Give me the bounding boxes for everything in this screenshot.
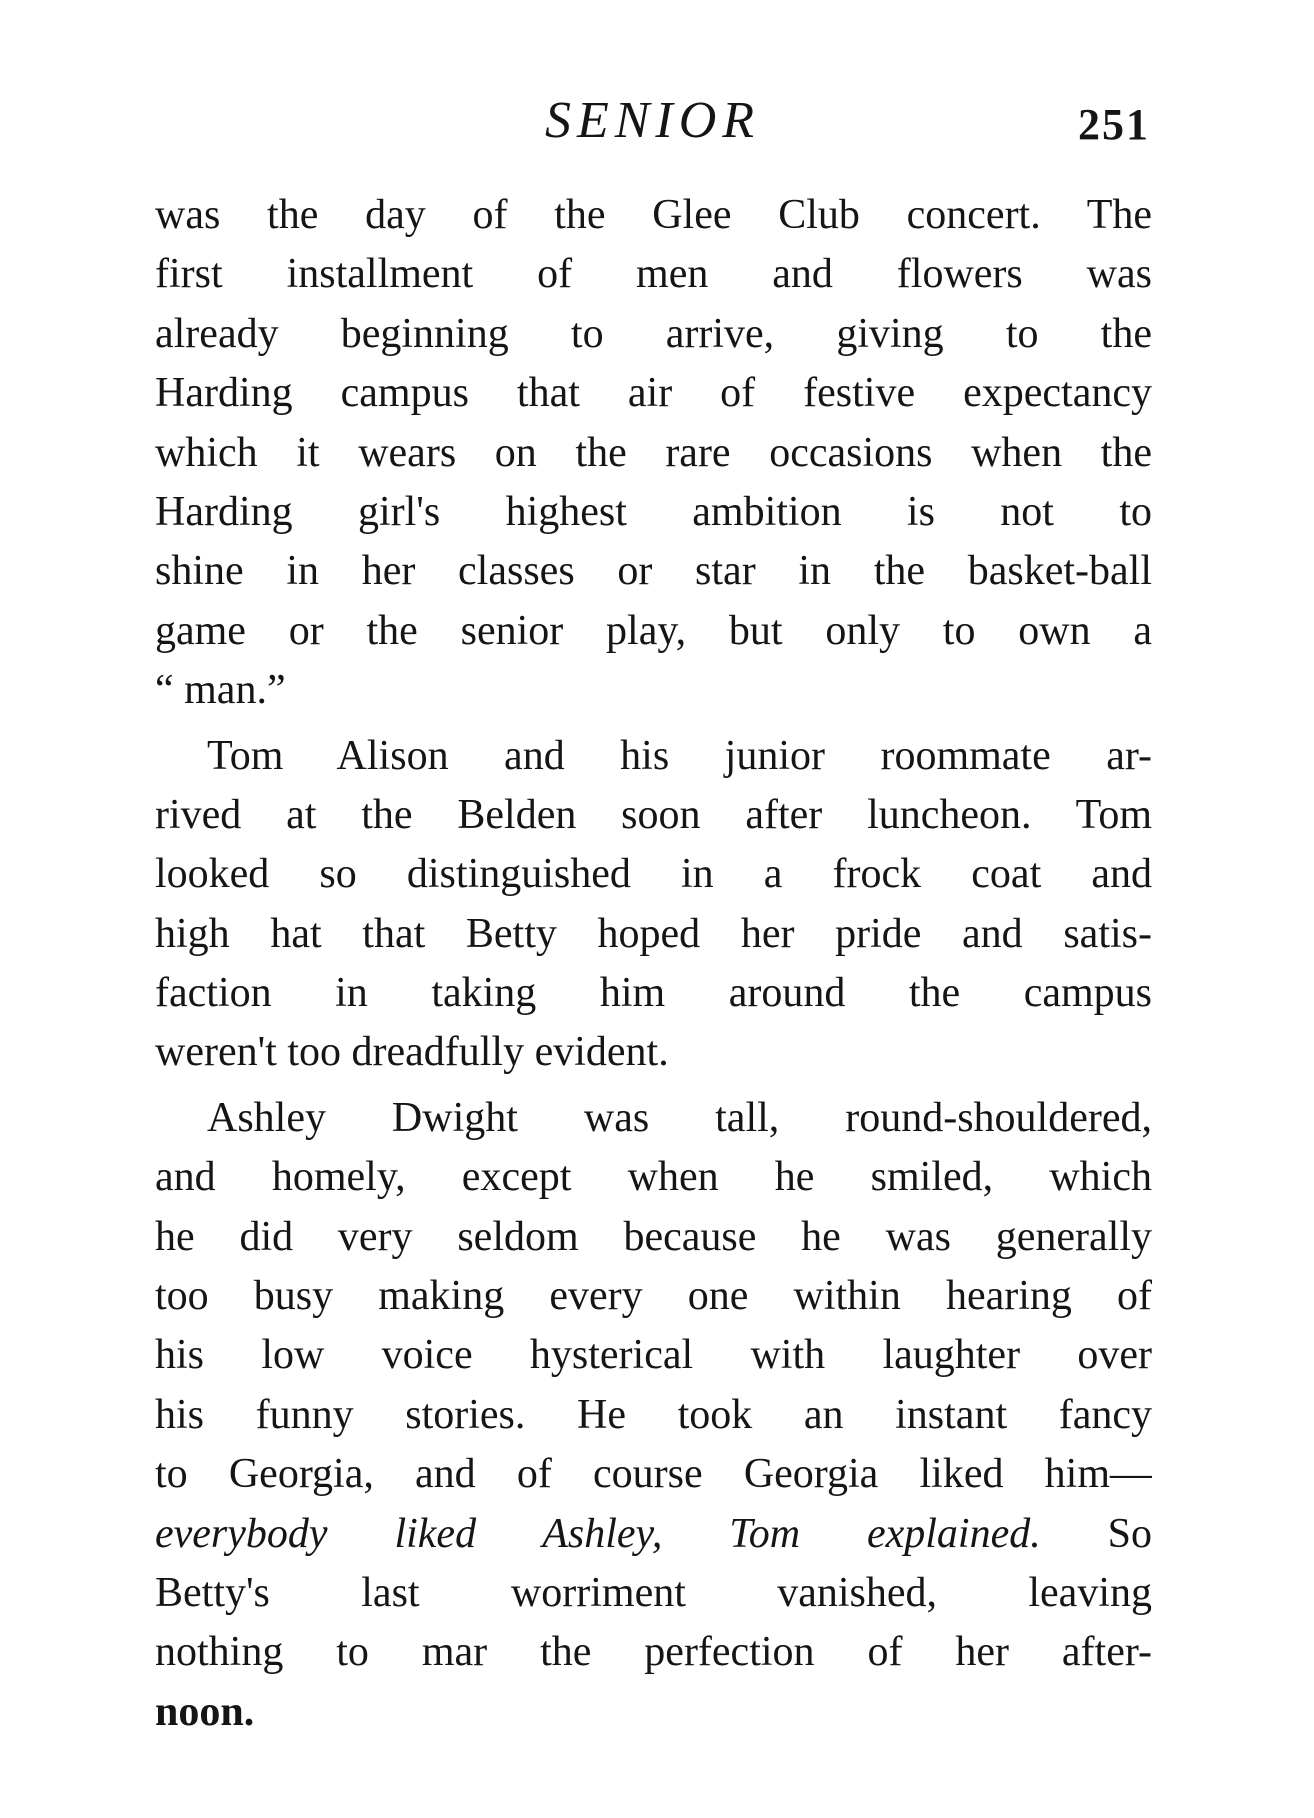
text-line: Tom Alison and his junior roommate ar-: [207, 732, 1152, 779]
text-line: Betty's last worriment vanished, leaving: [155, 1569, 1152, 1616]
text-line: Ashley Dwight was tall, round-shouldered,: [207, 1094, 1152, 1141]
text-line: looked so distinguished in a frock coat and: [155, 851, 1152, 898]
text-line: weren't too dreadfully evident.: [155, 1029, 669, 1076]
text-line: to Georgia, and of course Georgia liked him—: [155, 1451, 1152, 1498]
text-line: his low voice hysterical with laughter over: [155, 1332, 1152, 1379]
text-line: shine in her classes or star in the basket-ball: [155, 548, 1152, 595]
paragraph-2: [155, 727, 1152, 1083]
text-line: his funny stories. He took an instant fancy: [155, 1391, 1152, 1438]
text-line-mixed: [155, 1505, 1152, 1564]
text-line: already beginning to arrive, giving to the: [155, 310, 1152, 357]
text-line: game or the senior play, but only to own a: [155, 607, 1152, 654]
text-line: which it wears on the rare occasions when the: [155, 429, 1152, 476]
text-line: too busy making every one within hearing of: [155, 1273, 1152, 1320]
page-number: 251: [1078, 100, 1150, 149]
paragraph-1: [155, 186, 1152, 721]
text-line: high hat that Betty hoped her pride and satis-: [155, 910, 1152, 957]
text-line: Harding campus that air of festive expectancy: [155, 370, 1152, 417]
text-line: nothing to mar the perfection of her after-: [155, 1629, 1152, 1676]
running-title: SENIOR: [544, 92, 761, 149]
text-line: faction in taking him around the campus: [155, 970, 1152, 1017]
italic-phrase: everybody liked Ashley, Tom explained.: [155, 1510, 1041, 1557]
text-line: Harding girl's highest ambition is not to: [155, 488, 1152, 535]
text-line: “ man.”: [155, 667, 286, 714]
text-line: and homely, except when he smiled, which: [155, 1154, 1152, 1201]
page-header: [155, 86, 1150, 156]
text-line: noon.: [155, 1688, 255, 1735]
text-fragment: So: [1107, 1510, 1152, 1557]
text-line: rived at the Belden soon after luncheon. Tom: [155, 791, 1152, 838]
body-text: [155, 186, 1152, 1742]
text-line: he did very seldom because he was generally: [155, 1213, 1152, 1260]
text-line: first installment of men and flowers was: [155, 251, 1152, 298]
text-line: was the day of the Glee Club concert. The: [155, 192, 1152, 238]
paragraph-3: [155, 1089, 1152, 1742]
